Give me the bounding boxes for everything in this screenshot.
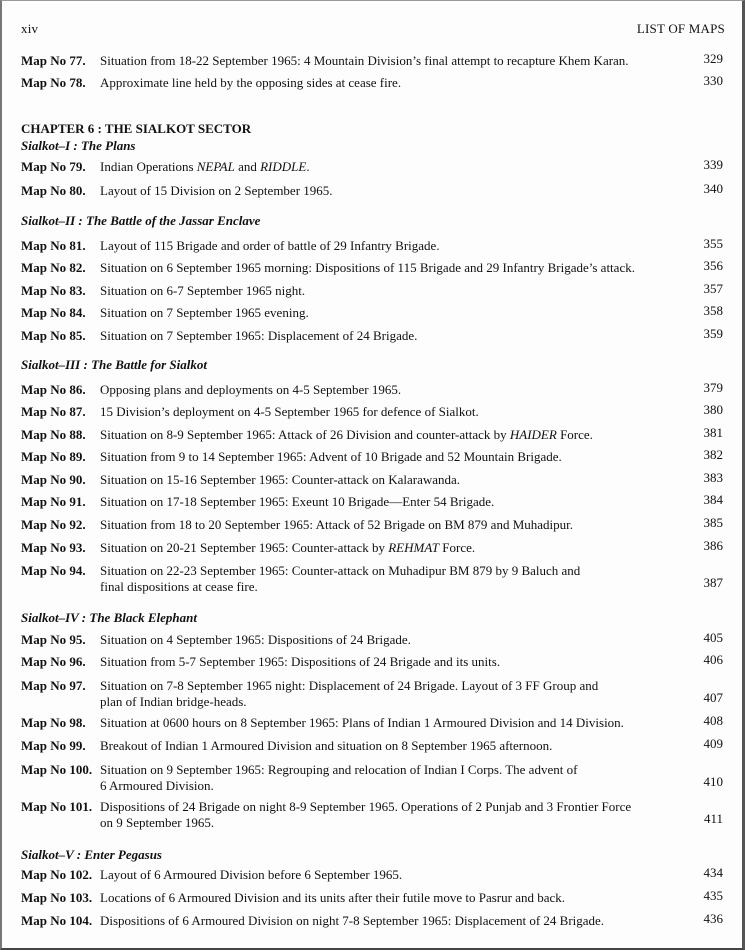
page-number: 382 (703, 447, 723, 462)
map-description: Layout of 6 Armoured Division before 6 September 1965. (100, 867, 403, 882)
page-number: 358 (703, 303, 723, 318)
map-label: Map No 79. (21, 159, 86, 174)
map-label: Map No 93. (21, 540, 86, 555)
map-description-line: plan of Indian bridge-heads. (100, 694, 247, 709)
map-description: Situation on 6-7 September 1965 night. (100, 283, 306, 298)
page-number: 379 (703, 380, 723, 395)
page-number: 406 (703, 652, 723, 667)
page-number: 383 (703, 470, 723, 485)
map-description (100, 799, 663, 831)
page-number: 329 (703, 51, 723, 66)
map-description: 15 Division’s deployment on 4-5 September 1965 for defence of Sialkot. (100, 404, 479, 419)
map-label: Map No 103. (21, 890, 93, 905)
map-description (100, 427, 663, 443)
page-number: 380 (703, 402, 723, 417)
map-description-part: Force. (556, 427, 593, 442)
map-label: Map No 78. (21, 75, 86, 90)
map-label: Map No 96. (21, 654, 86, 669)
page-number-roman: xiv (21, 21, 39, 36)
map-description-line: Dispositions of 24 Brigade on night 8-9 September 1965. Operations of 2 Punjab and 3 Frontier Force (100, 799, 632, 814)
page-number: 411 (703, 811, 723, 826)
map-label: Map No 87. (21, 404, 86, 419)
page-number: 384 (703, 492, 723, 507)
operation-name: HAIDER (509, 427, 557, 442)
map-label: Map No 81. (21, 238, 86, 253)
page-number: 409 (703, 736, 723, 751)
page-number: 381 (703, 425, 723, 440)
map-description-part: Indian Operations (100, 159, 197, 174)
map-description-line: on 9 September 1965. (100, 815, 215, 830)
map-label: Map No 104. (21, 913, 93, 928)
map-description: Locations of 6 Armoured Division and its units after their futile move to Pasrur and back. (100, 890, 566, 905)
page-number: 410 (703, 774, 723, 789)
map-description: Layout of 15 Division on 2 September 1965. (100, 183, 333, 198)
map-description-part: Force. (439, 540, 476, 555)
map-description-part: Situation on 8-9 September 1965: Attack of 26 Division and counter-attack by (100, 427, 510, 442)
map-description: Situation on 17-18 September 1965: Exeunt 10 Brigade—Enter 54 Brigade. (100, 494, 495, 509)
map-description: Situation on 4 September 1965: Dispositions of 24 Brigade. (100, 632, 411, 647)
map-description-part: and (234, 159, 261, 174)
map-description: Opposing plans and deployments on 4-5 September 1965. (100, 382, 402, 397)
map-label: Map No 85. (21, 328, 86, 343)
map-description: Situation from 18-22 September 1965: 4 Mountain Division’s final attempt to recapture Khem Karan. (100, 53, 629, 68)
map-description-line: Situation on 7-8 September 1965 night: Displacement of 24 Brigade. Layout of 3 FF Group and (100, 678, 599, 693)
map-description: Situation on 7 September 1965 evening. (100, 305, 309, 320)
map-label: Map No 94. (21, 563, 86, 578)
map-label: Map No 95. (21, 632, 86, 647)
map-description: Situation at 0600 hours on 8 September 1965: Plans of Indian 1 Armoured Division and 14 Division. (100, 715, 624, 730)
running-title: LIST OF MAPS (636, 21, 725, 36)
map-description: Approximate line held by the opposing sides at cease fire. (100, 75, 402, 90)
map-label: Map No 86. (21, 382, 86, 397)
map-label: Map No 90. (21, 472, 86, 487)
map-description-line: Situation on 22-23 September 1965: Counter-attack on Muhadipur BM 879 by 9 Baluch and (100, 563, 581, 578)
section-heading: Sialkot–V : Enter Pegasus (21, 847, 162, 862)
map-label: Map No 100. (21, 762, 93, 777)
section-heading: Sialkot–II : The Battle of the Jassar Enclave (21, 213, 261, 228)
page-number: 330 (703, 73, 723, 88)
section-heading: Sialkot–IV : The Black Elephant (21, 610, 198, 625)
map-label: Map No 101. (21, 799, 93, 814)
map-description: Situation from 9 to 14 September 1965: Advent of 10 Brigade and 52 Mountain Brigade. (100, 449, 562, 464)
map-label: Map No 83. (21, 283, 86, 298)
page-number: 407 (703, 690, 723, 705)
map-description-part: Situation on 20-21 September 1965: Counter-attack by (100, 540, 389, 555)
map-label: Map No 92. (21, 517, 86, 532)
map-label: Map No 77. (21, 53, 86, 68)
map-description: Situation on 15-16 September 1965: Counter-attack on Kalarawanda. (100, 472, 461, 487)
page-number: 355 (703, 236, 723, 251)
map-label: Map No 88. (21, 427, 86, 442)
map-label: Map No 80. (21, 183, 86, 198)
map-label: Map No 89. (21, 449, 86, 464)
map-label: Map No 91. (21, 494, 86, 509)
map-label: Map No 82. (21, 260, 86, 275)
map-description: Situation on 7 September 1965: Displacement of 24 Brigade. (100, 328, 418, 343)
map-label: Map No 84. (21, 305, 86, 320)
page-number: 356 (703, 258, 723, 273)
operation-name: RIDDLE (260, 159, 307, 174)
page-number: 436 (703, 911, 723, 926)
page-number: 405 (703, 630, 723, 645)
section-heading: Sialkot–III : The Battle for Sialkot (21, 357, 207, 372)
map-description (100, 159, 663, 175)
map-label: Map No 99. (21, 738, 86, 753)
map-label: Map No 97. (21, 678, 86, 693)
page-number: 408 (703, 713, 723, 728)
map-label: Map No 102. (21, 867, 93, 882)
page-number: 387 (703, 575, 723, 590)
chapter-heading: CHAPTER 6 : THE SIALKOT SECTOR (21, 121, 252, 136)
page-number: 386 (703, 538, 723, 553)
page-number: 339 (703, 157, 723, 172)
page-number: 340 (703, 181, 723, 196)
page-number: 357 (703, 281, 723, 296)
page-number: 434 (703, 865, 723, 880)
map-description-line: 6 Armoured Division. (100, 778, 214, 793)
map-description: Dispositions of 6 Armoured Division on night 7-8 September 1965: Displacement of 24 Brigade. (100, 913, 605, 928)
map-description (100, 540, 663, 556)
map-description-part: . (306, 159, 310, 174)
operation-name: REHMAT (388, 540, 440, 555)
page-number: 385 (703, 515, 723, 530)
page-number: 359 (703, 326, 723, 341)
section-heading: Sialkot–I : The Plans (21, 138, 136, 153)
operation-name: NEPAL (196, 159, 235, 174)
page-number: 435 (703, 888, 723, 903)
map-description: Situation from 18 to 20 September 1965: Attack of 52 Brigade on BM 879 and Muhadipur. (100, 517, 574, 532)
map-description (100, 762, 663, 794)
map-description-line: Situation on 9 September 1965: Regrouping and relocation of Indian I Corps. The advent of (100, 762, 578, 777)
map-description: Situation on 6 September 1965 morning: Dispositions of 115 Brigade and 29 Infantry Brigade’s attack. (100, 260, 635, 275)
map-description-line: final dispositions at cease fire. (100, 579, 258, 594)
map-description: Layout of 115 Brigade and order of battle of 29 Infantry Brigade. (100, 238, 440, 253)
map-description (100, 563, 663, 595)
map-description: Situation from 5-7 September 1965: Dispositions of 24 Brigade and its units. (100, 654, 501, 669)
map-label: Map No 98. (21, 715, 86, 730)
map-description: Breakout of Indian 1 Armoured Division and situation on 8 September 1965 afternoon. (100, 738, 553, 753)
map-description (100, 678, 663, 710)
